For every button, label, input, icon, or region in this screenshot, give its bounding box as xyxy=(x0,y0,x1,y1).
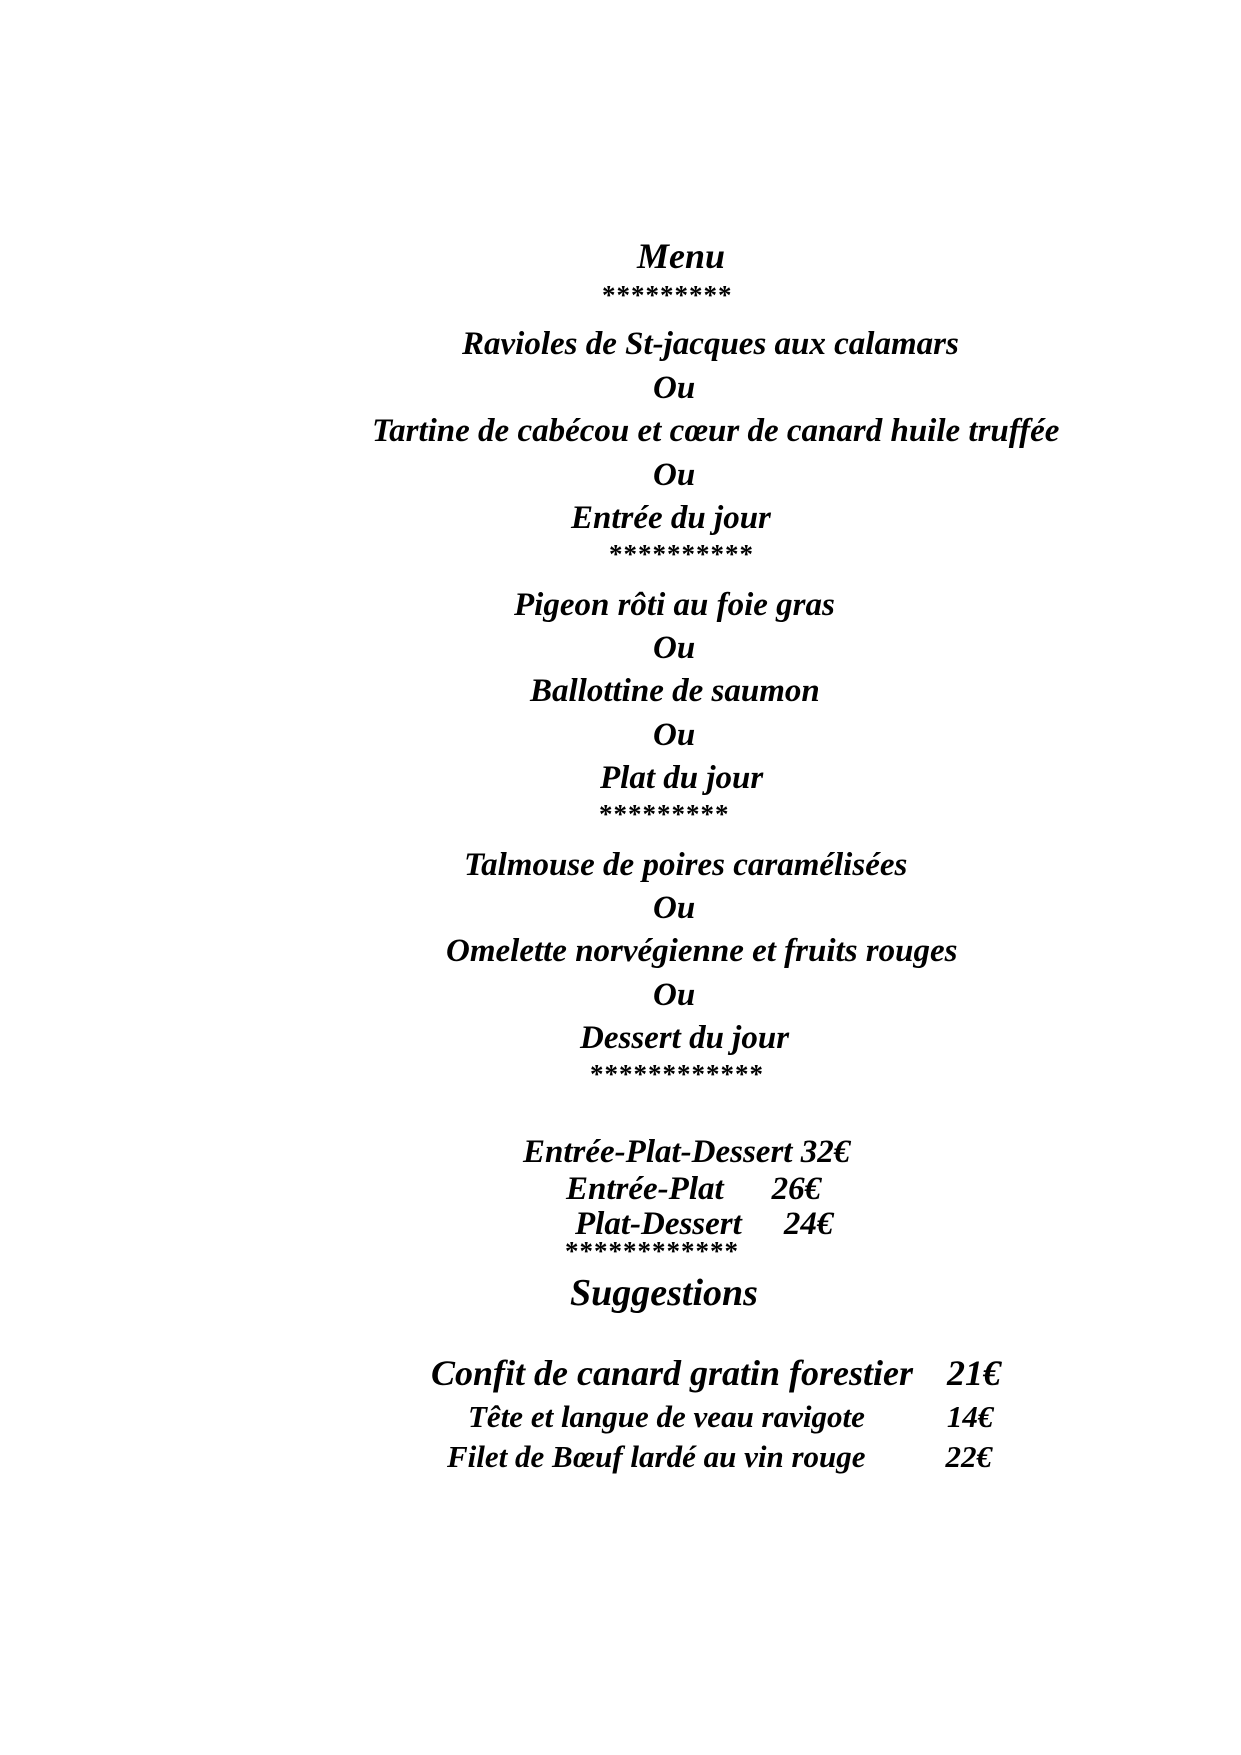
separator-desserts: ************ xyxy=(590,1059,764,1089)
main-item-3: Plat du jour xyxy=(600,760,764,796)
main-item-1: Pigeon rôti au foie gras xyxy=(514,587,835,623)
or-label: Ou xyxy=(653,717,696,753)
suggestion-label: Confit de canard gratin forestier xyxy=(431,1353,914,1393)
dessert-item-1: Talmouse de poires caramélisées xyxy=(464,847,908,883)
formula-label: Entrée-Plat xyxy=(566,1171,724,1207)
dessert-item-2: Omelette norvégienne et fruits rouges xyxy=(446,933,958,969)
formula-label: Entrée-Plat-Dessert xyxy=(523,1134,793,1170)
suggestion-label: Filet de Bœuf lardé au vin rouge xyxy=(447,1439,866,1474)
menu-title: Menu xyxy=(637,236,726,276)
or-label: Ou xyxy=(653,630,696,666)
separator-prices: ************ xyxy=(565,1236,739,1266)
formula-price: 24€ xyxy=(783,1206,834,1242)
formula-price: 32€ xyxy=(800,1134,851,1170)
or-label: Ou xyxy=(653,977,696,1013)
or-label: Ou xyxy=(653,457,696,493)
formula-label: Plat-Dessert xyxy=(575,1206,742,1242)
suggestions-title: Suggestions xyxy=(570,1272,758,1314)
suggestion-price: 21€ xyxy=(947,1353,1002,1393)
suggestion-label: Tête et langue de veau ravigote xyxy=(468,1399,865,1434)
separator-title: ********* xyxy=(602,280,733,310)
starter-item-3: Entrée du jour xyxy=(571,500,771,536)
starter-item-1: Ravioles de St-jacques aux calamars xyxy=(462,326,959,362)
suggestion-price: 14€ xyxy=(946,1399,994,1434)
or-label: Ou xyxy=(653,890,696,926)
separator-starters: ********** xyxy=(609,539,754,569)
suggestion-price: 22€ xyxy=(945,1439,993,1474)
starter-item-2: Tartine de cabécou et cœur de canard huile truffée xyxy=(372,413,1060,449)
main-item-2: Ballottine de saumon xyxy=(530,673,820,709)
separator-mains: ********* xyxy=(599,799,730,829)
or-label: Ou xyxy=(653,370,696,406)
dessert-item-3: Dessert du jour xyxy=(580,1020,790,1056)
suggestion-item-3 xyxy=(416,1410,992,1503)
formula-price: 26€ xyxy=(771,1171,822,1207)
